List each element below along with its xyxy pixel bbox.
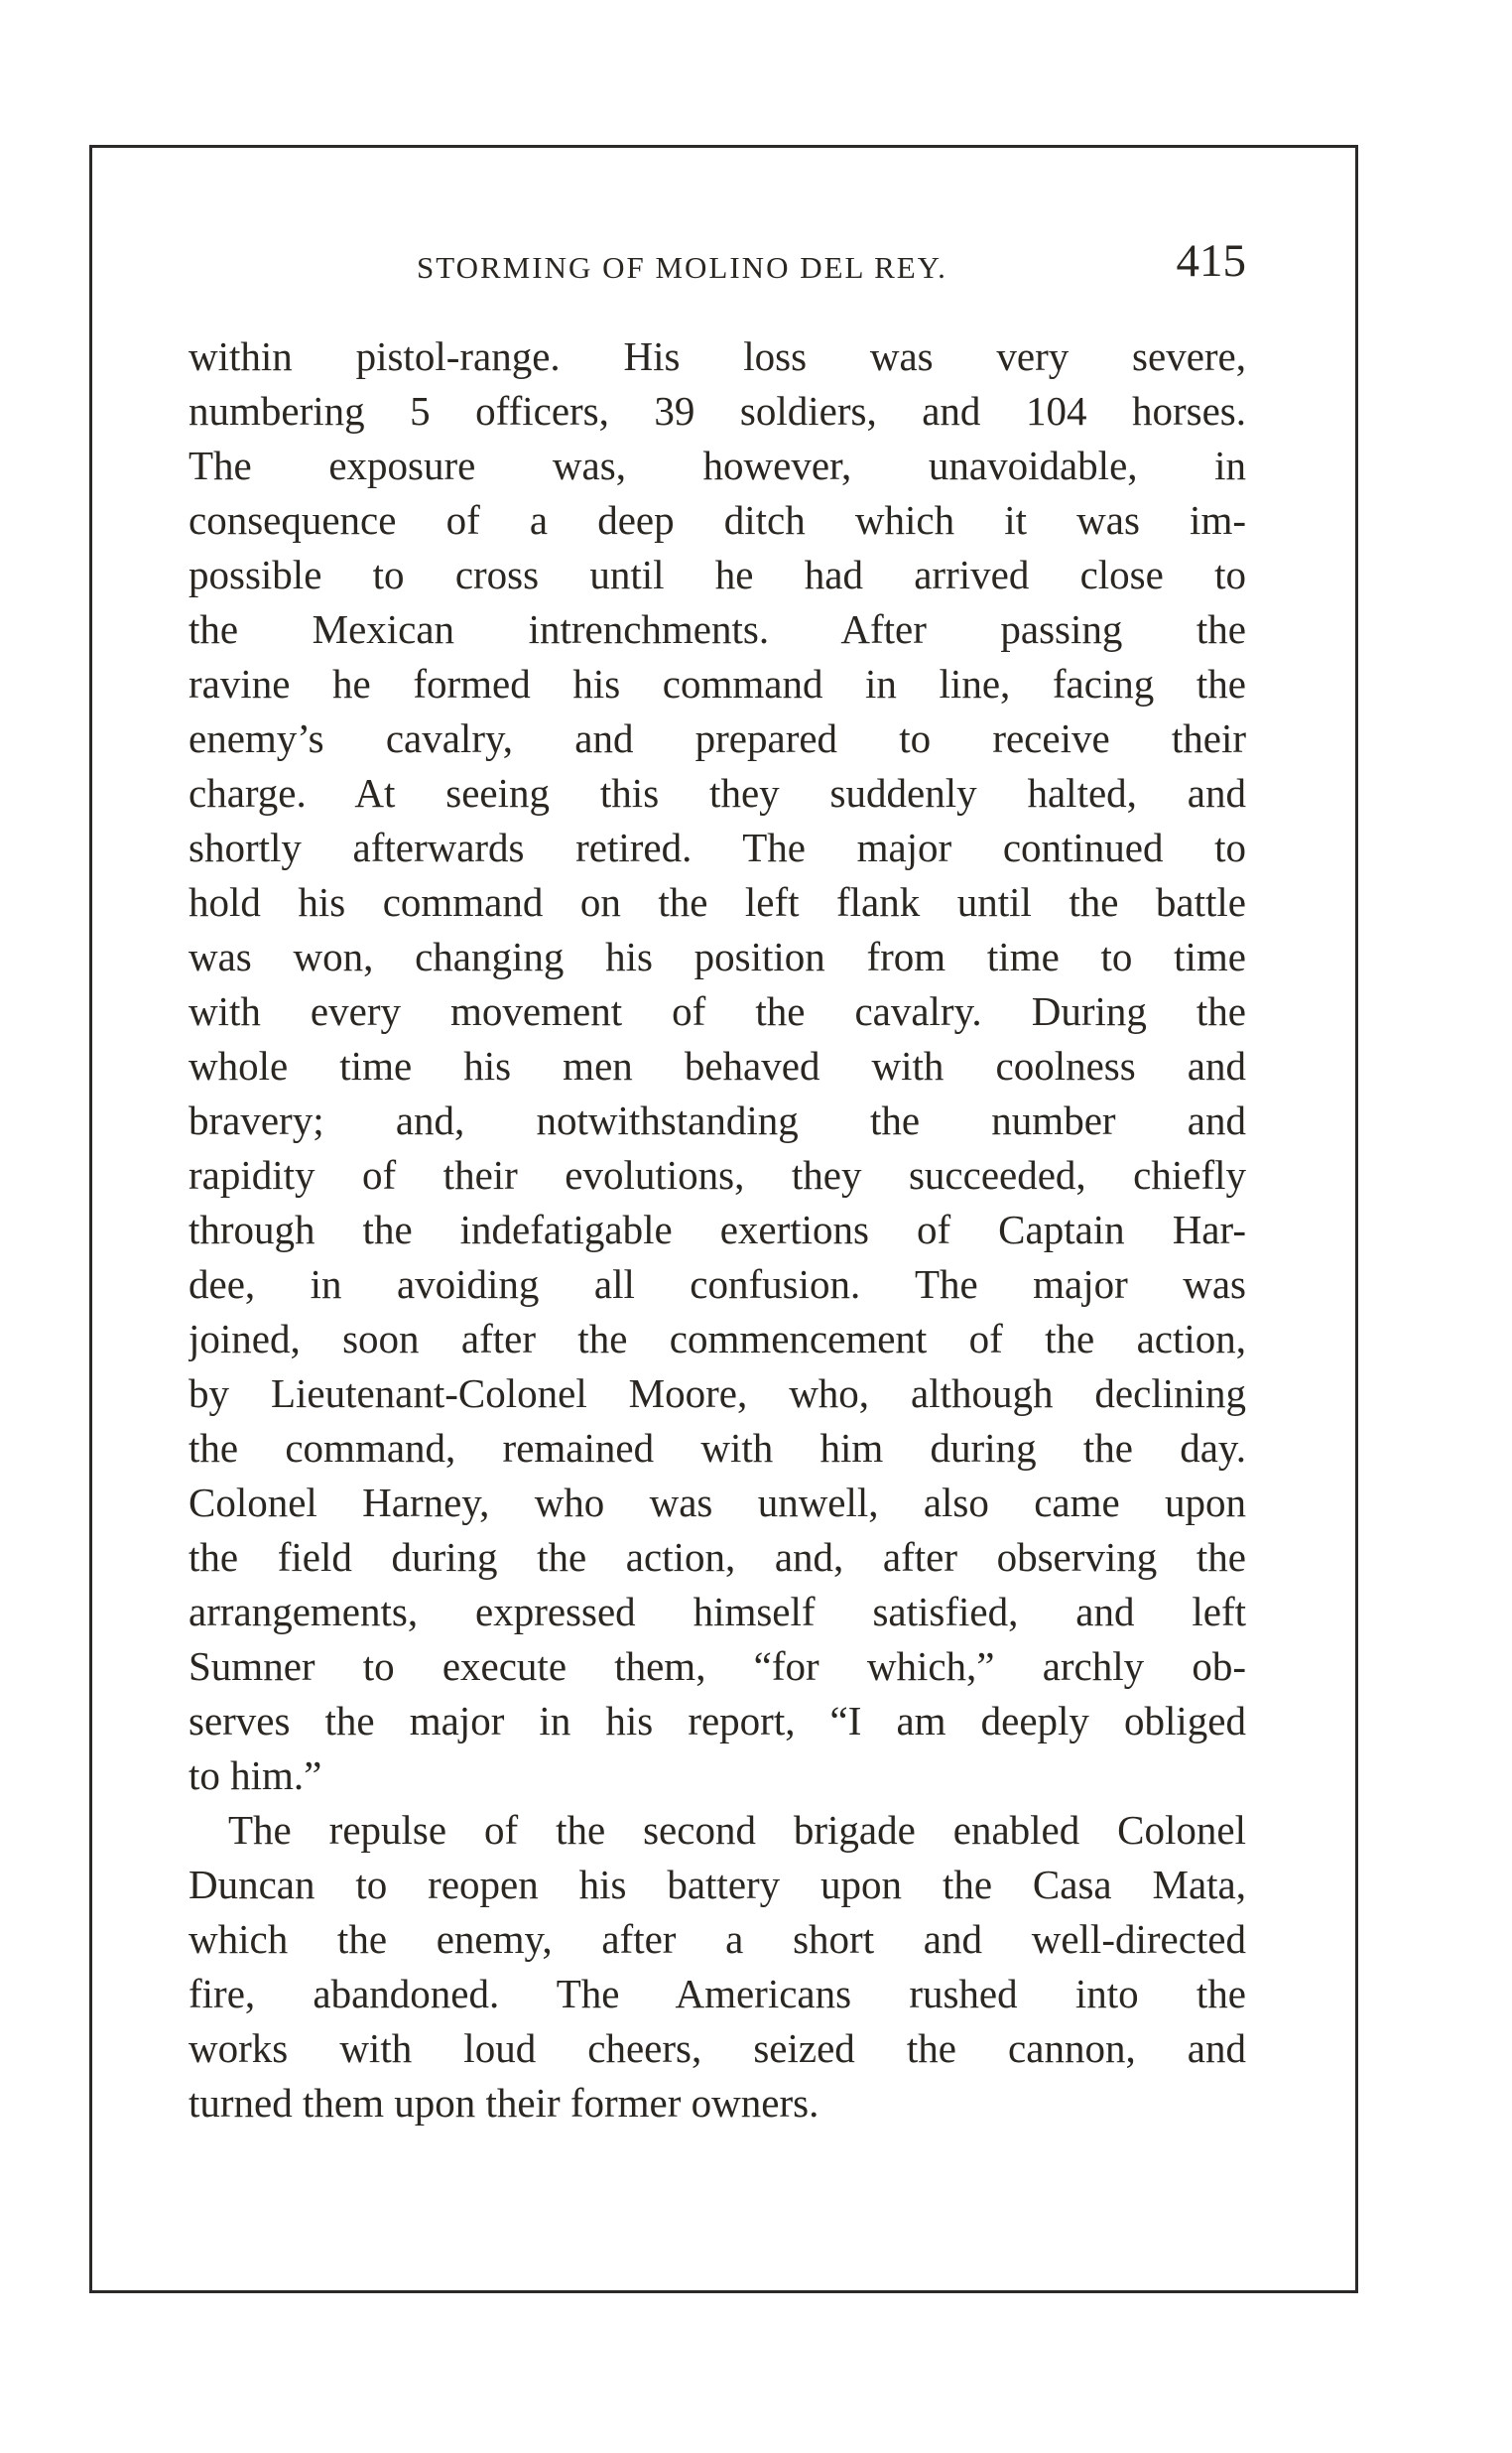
text-line: which the enemy, after a short and well-directed [189, 1916, 1246, 1962]
border-rule-bottom [89, 2290, 1357, 2293]
running-title: STORMING OF MOLINO DEL REY. [417, 250, 947, 285]
text-line: dee, in avoiding all confusion. The major was [189, 1261, 1246, 1307]
text-line: Duncan to reopen his battery upon the Casa Mata, [189, 1862, 1246, 1907]
body-text [189, 329, 1246, 2130]
text-line: the Mexican intrenchments. After passing the [189, 606, 1246, 652]
text-line: to him.” [189, 1752, 322, 1798]
text-line: charge. At seeing this they suddenly halted, and [189, 770, 1246, 816]
paragraph-2 [189, 1803, 1246, 2130]
text-line: Colonel Harney, who was unwell, also came upon [189, 1480, 1246, 1525]
text-line: bravery; and, notwithstanding the number and [189, 1097, 1246, 1143]
text-line: within pistol-range. His loss was very severe, [189, 333, 1246, 379]
text-line: through the indefatigable exertions of Captain Har- [189, 1207, 1246, 1252]
text-line: hold his command on the left flank until the battle [189, 879, 1246, 925]
border-rule-left [89, 145, 92, 2293]
text-line: shortly afterwards retired. The major continued to [189, 825, 1246, 870]
page-number: 415 [1176, 235, 1246, 287]
border-rule-top [89, 145, 1357, 148]
text-line: consequence of a deep ditch which it was im- [189, 497, 1246, 543]
text-line: the command, remained with him during the day. [189, 1425, 1246, 1471]
border-rule-right [1355, 145, 1358, 2293]
text-line: rapidity of their evolutions, they succeeded, chiefly [189, 1152, 1246, 1198]
text-line: Sumner to execute them, “for which,” archly ob- [189, 1643, 1246, 1689]
paragraph-1 [189, 329, 1246, 1803]
text-line: enemy’s cavalry, and prepared to receive their [189, 715, 1246, 761]
text-line: whole time his men behaved with coolness and [189, 1043, 1246, 1089]
text-line: by Lieutenant-Colonel Moore, who, although declining [189, 1370, 1246, 1416]
text-line: works with loud cheers, seized the cannon, and [189, 2025, 1246, 2071]
text-line: possible to cross until he had arrived close to [189, 552, 1246, 597]
text-line: The repulse of the second brigade enabled Colonel [228, 1807, 1246, 1853]
text-line: fire, abandoned. The Americans rushed into the [189, 1971, 1246, 2016]
text-line: the field during the action, and, after observing the [189, 1534, 1246, 1580]
text-line: numbering 5 officers, 39 soldiers, and 104 horses. [189, 388, 1246, 434]
text-line: arrangements, expressed himself satisfied, and left [189, 1589, 1246, 1634]
page-header [189, 234, 1246, 294]
text-line: turned them upon their former owners. [189, 2080, 819, 2126]
text-line: was won, changing his position from time to time [189, 934, 1246, 979]
text-line: joined, soon after the commencement of the action, [189, 1316, 1246, 1361]
text-line: serves the major in his report, “I am deeply obliged [189, 1698, 1246, 1743]
text-line: with every movement of the cavalry. During the [189, 988, 1246, 1034]
text-line: ravine he formed his command in line, facing the [189, 661, 1246, 707]
text-line: The exposure was, however, unavoidable, in [189, 443, 1246, 488]
